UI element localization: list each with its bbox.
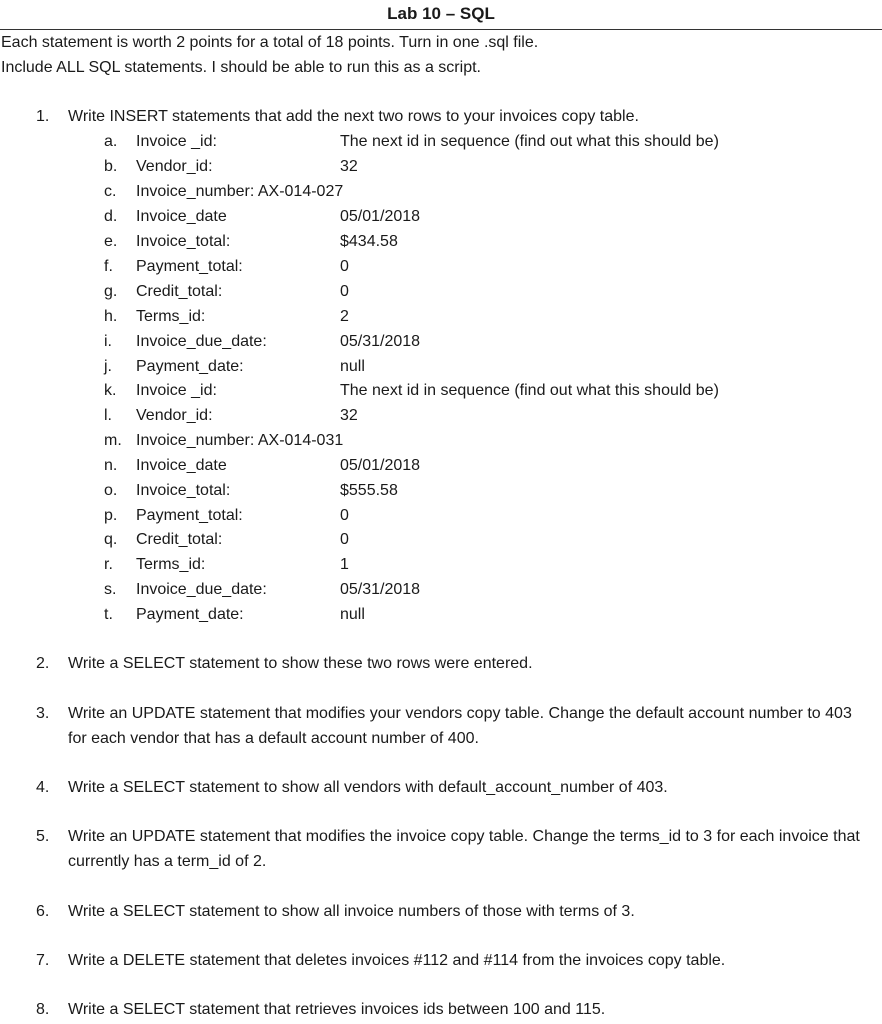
- item-letter: n.: [104, 457, 118, 474]
- item-value: null: [340, 358, 365, 375]
- item-field: Invoice_date: [136, 208, 227, 225]
- question-number: 1.: [36, 108, 50, 125]
- list-item: [0, 129, 882, 154]
- list-item: [0, 254, 882, 279]
- list-item: [0, 154, 882, 179]
- item-value: $434.58: [340, 233, 398, 250]
- item-field: Invoice_date: [136, 457, 227, 474]
- item-value: 05/01/2018: [340, 457, 421, 474]
- page-title: Lab 10 – SQL: [387, 4, 495, 23]
- item-field: Invoice_total:: [136, 233, 231, 250]
- list-item: [0, 577, 882, 602]
- item-value: The next id in sequence (find out what this should be): [340, 133, 719, 150]
- list-item: [0, 204, 882, 229]
- item-letter: d.: [104, 208, 118, 225]
- item-field: Invoice_number: AX-014-027: [136, 183, 344, 200]
- item-letter: p.: [104, 507, 118, 524]
- item-value: 05/31/2018: [340, 333, 421, 350]
- list-item: [0, 503, 882, 528]
- item-letter: a.: [104, 133, 118, 150]
- question-number: 8.: [36, 1001, 50, 1018]
- question-text: Write a SELECT statement to show all invoice numbers of those with terms of 3.: [68, 903, 635, 920]
- item-value: 32: [340, 407, 358, 424]
- item-letter: k.: [104, 382, 117, 399]
- item-value: 32: [340, 158, 358, 175]
- question-number: 5.: [36, 828, 50, 845]
- list-item: [0, 453, 882, 478]
- list-item: [0, 329, 882, 354]
- item-value: 05/31/2018: [340, 581, 421, 598]
- list-item: [0, 527, 882, 552]
- list-item: [0, 478, 882, 503]
- question-text: Write an UPDATE statement that modifies the invoice copy table. Change the terms_id to 3 for each invoice that currently has a term_id of 2.: [68, 828, 860, 870]
- item-value: 2: [340, 308, 349, 325]
- item-field: Credit_total:: [136, 531, 223, 548]
- item-letter: q.: [104, 531, 118, 548]
- item-letter: e.: [104, 233, 118, 250]
- item-field: Vendor_id:: [136, 407, 213, 424]
- item-value: 0: [340, 258, 349, 275]
- list-item: [0, 428, 882, 453]
- item-field: Terms_id:: [136, 308, 206, 325]
- question-text: Write a SELECT statement to show all vendors with default_account_number of 403.: [68, 779, 668, 796]
- item-value: null: [340, 606, 365, 623]
- question-text: Write a SELECT statement to show these two rows were entered.: [68, 655, 533, 672]
- list-item: [0, 279, 882, 304]
- item-field: Invoice _id:: [136, 133, 217, 150]
- item-letter: i.: [104, 333, 112, 350]
- item-field: Payment_total:: [136, 258, 243, 275]
- item-field: Invoice _id:: [136, 382, 217, 399]
- item-value: 05/01/2018: [340, 208, 421, 225]
- item-value: The next id in sequence (find out what this should be): [340, 382, 719, 399]
- question-number: 3.: [36, 705, 50, 722]
- item-letter: s.: [104, 581, 117, 598]
- intro-line-script: Include ALL SQL statements. I should be able to run this as a script.: [1, 59, 481, 76]
- list-item: [0, 179, 882, 204]
- item-letter: c.: [104, 183, 117, 200]
- question-number: 4.: [36, 779, 50, 796]
- list-item: [0, 602, 882, 627]
- question-number: 6.: [36, 903, 50, 920]
- question-text: Write a DELETE statement that deletes invoices #112 and #114 from the invoices copy table.: [68, 952, 726, 969]
- item-letter: f.: [104, 258, 113, 275]
- item-value: $555.58: [340, 482, 398, 499]
- question-number: 2.: [36, 655, 50, 672]
- item-field: Terms_id:: [136, 556, 206, 573]
- item-value: 1: [340, 556, 349, 573]
- item-field: Payment_date:: [136, 606, 244, 623]
- item-field: Invoice_due_date:: [136, 333, 267, 350]
- item-field: Invoice_number: AX-014-031: [136, 432, 344, 449]
- item-letter: t.: [104, 606, 113, 623]
- item-field: Invoice_total:: [136, 482, 231, 499]
- item-value: 0: [340, 507, 349, 524]
- item-letter: l.: [104, 407, 112, 424]
- question-text: Write INSERT statements that add the next two rows to your invoices copy table.: [68, 108, 639, 125]
- item-value: 0: [340, 283, 349, 300]
- item-letter: h.: [104, 308, 118, 325]
- list-item: [0, 354, 882, 379]
- intro-line-points: Each statement is worth 2 points for a total of 18 points. Turn in one .sql file.: [1, 34, 539, 51]
- list-item: [0, 229, 882, 254]
- item-field: Invoice_due_date:: [136, 581, 267, 598]
- question-text: Write a SELECT statement that retrieves invoices ids between 100 and 115.: [68, 1001, 606, 1018]
- list-item: [0, 403, 882, 428]
- item-letter: r.: [104, 556, 113, 573]
- list-item: [0, 304, 882, 329]
- list-item: [0, 552, 882, 577]
- question-number: 7.: [36, 952, 50, 969]
- list-item: [0, 378, 882, 403]
- item-field: Vendor_id:: [136, 158, 213, 175]
- title-divider: [0, 29, 882, 30]
- item-field: Payment_total:: [136, 507, 243, 524]
- item-field: Credit_total:: [136, 283, 223, 300]
- item-letter: m.: [104, 432, 122, 449]
- question-text: Write an UPDATE statement that modifies your vendors copy table. Change the default account number to 403 for each vendor that has a default account number of 400.: [68, 705, 852, 747]
- item-letter: o.: [104, 482, 118, 499]
- item-value: 0: [340, 531, 349, 548]
- item-field: Payment_date:: [136, 358, 244, 375]
- item-letter: j.: [104, 358, 112, 375]
- item-letter: g.: [104, 283, 118, 300]
- item-letter: b.: [104, 158, 118, 175]
